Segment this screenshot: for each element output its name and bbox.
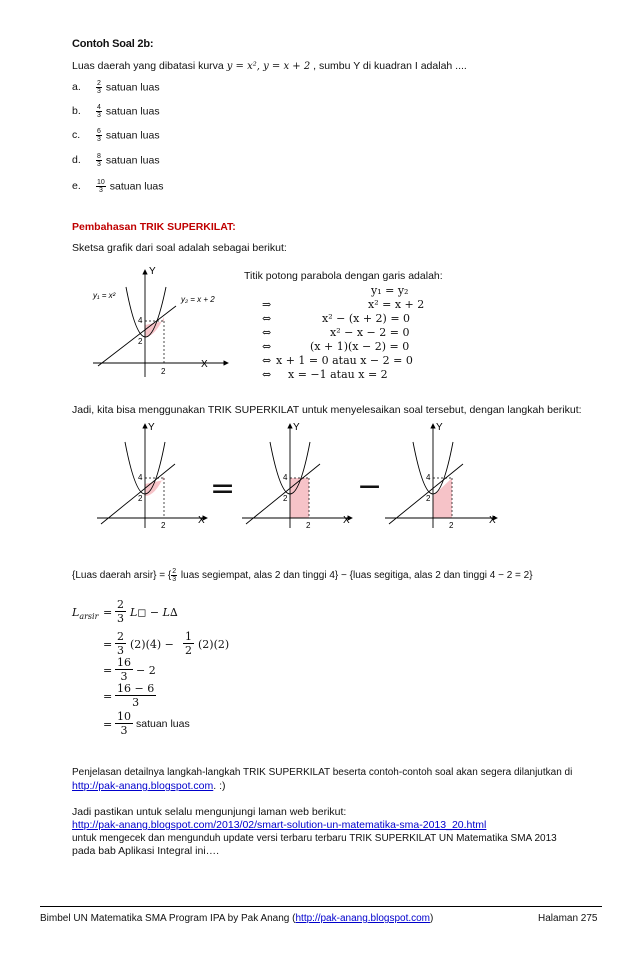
fraction-denominator: 3 xyxy=(97,136,101,143)
fraction-numerator: 10 xyxy=(97,179,105,186)
step-expr: y₁ = y₂ xyxy=(371,284,409,297)
fraction-denominator: 3 xyxy=(98,187,103,194)
luas-description xyxy=(72,568,533,583)
footer-close: ) xyxy=(430,913,434,924)
option-text: satuan luas xyxy=(105,105,160,118)
sketch-text: Sketsa grafik dari soal adalah sebagai berikut: xyxy=(72,242,287,254)
luas-part2: luas segiempat, alas 2 dan tinggi 4} − {luas segitiga, alas 2 dan tinggi 4 − 2 = 2} xyxy=(178,570,533,582)
tick-2x: 2 xyxy=(449,521,454,530)
closing-link1-after: . :) xyxy=(213,780,226,792)
curve1-label: y₁ = x² xyxy=(93,291,116,300)
step-symbol: ⇔ xyxy=(262,326,272,339)
closing-line3: untuk mengecek dan mengunduh update versi terbaru terbaru TRIK SUPERKILAT UN Matematika SMA 2013 xyxy=(72,833,557,844)
graph-rectangle-area xyxy=(240,420,360,530)
fraction-numerator: 16 xyxy=(117,656,131,669)
calc-row4-fraction xyxy=(115,682,156,709)
option-d xyxy=(72,153,160,168)
option-text: satuan luas xyxy=(109,180,164,193)
step-expr: x² − x − 2 = 0 xyxy=(330,326,410,339)
calc-row5-fraction xyxy=(115,710,133,737)
calc-row5-after: satuan luas xyxy=(136,718,190,730)
option-text: satuan luas xyxy=(105,129,160,142)
luas-part1: {Luas daerah arsir} = { xyxy=(72,570,172,582)
calc-row3-after: − 2 xyxy=(136,664,156,677)
step-expr: x² = x + 2 xyxy=(368,298,425,311)
closing-line2: Jadi pastikan untuk selalu mengunjungi laman web berikut: xyxy=(72,806,347,818)
y-axis-label: Y xyxy=(436,422,443,433)
tick-4: 4 xyxy=(283,473,288,482)
question-math: y = x², y = x + 2 xyxy=(226,61,311,72)
fraction-numerator: 2 xyxy=(117,630,124,643)
option-e xyxy=(72,179,164,194)
footer-page-number: Halaman 275 xyxy=(538,913,598,924)
step-expr: x + 1 = 0 atau x − 2 = 0 xyxy=(276,354,413,367)
option-fraction xyxy=(96,128,102,143)
option-c xyxy=(72,128,160,143)
y-axis-label: Y xyxy=(148,422,155,433)
fraction-numerator: 2 xyxy=(117,598,124,611)
option-fraction xyxy=(96,179,106,194)
x-axis-label: X xyxy=(198,515,205,526)
calc-row2-mid: (2)(4) − xyxy=(130,638,174,651)
step-expr: x = −1 atau x = 2 xyxy=(288,368,388,381)
closing-link1-line xyxy=(72,780,226,793)
tick-2x: 2 xyxy=(161,521,166,530)
option-b xyxy=(72,104,160,119)
question-text xyxy=(72,60,467,73)
shaded-region xyxy=(433,478,452,518)
fraction-numerator: 16 − 6 xyxy=(117,682,155,695)
step-expr: x² − (x + 2) = 0 xyxy=(322,312,411,325)
calc-lhs-symbol: L xyxy=(72,606,80,619)
tick-2x: 2 xyxy=(306,521,311,530)
option-fraction xyxy=(96,153,102,168)
fraction-numerator: 6 xyxy=(97,128,101,135)
calc-eq-1: = xyxy=(103,606,113,619)
shaded-region xyxy=(290,478,309,518)
step-symbol: ⇔ xyxy=(262,312,272,325)
option-text: satuan luas xyxy=(105,81,160,94)
footer-link[interactable]: http://pak-anang.blogspot.com xyxy=(295,913,431,924)
x-axis-label: X xyxy=(201,359,208,370)
calc-row1-fraction xyxy=(115,598,126,625)
fraction-denominator: 3 xyxy=(97,112,101,119)
fraction-denominator: 3 xyxy=(117,612,124,625)
x-axis-label: X xyxy=(489,515,496,526)
calc-lhs-subscript: arsir xyxy=(79,612,99,622)
equals-operator: = xyxy=(210,471,236,506)
curve2-label: y₂ = x + 2 xyxy=(181,295,215,304)
main-graph xyxy=(88,262,238,380)
fraction-numerator: 2 xyxy=(97,80,101,87)
fraction-numerator: 4 xyxy=(97,104,101,111)
question-text-after: , sumbu Y di kuadran I adalah .... xyxy=(310,60,467,72)
step-symbol: ⇔ xyxy=(262,368,272,381)
calc-row2-after: (2)(2) xyxy=(198,638,230,651)
closing-line4: pada bab Aplikasi Integral ini…. xyxy=(72,845,220,857)
graph-triangle-area xyxy=(383,420,507,530)
tick-2x: 2 xyxy=(161,367,166,376)
calc-row2-fraction xyxy=(115,630,126,657)
fraction-denominator: 3 xyxy=(120,724,128,737)
x-axis-label: X xyxy=(343,515,350,526)
footer-left xyxy=(40,912,433,925)
step-symbol: ⇒ xyxy=(262,298,272,311)
closing-line1: Penjelasan detailnya langkah-langkah TRIK SUPERKILAT beserta contoh-contoh soal akan segera dilanjutkan di xyxy=(72,767,573,778)
solution-title: Pembahasan TRIK SUPERKILAT: xyxy=(72,221,236,233)
calc-row1-after: L◻ − L∆ xyxy=(130,606,178,619)
fraction-denominator: 3 xyxy=(97,161,101,168)
question-text-before: Luas daerah yang dibatasi kurva xyxy=(72,60,227,72)
fraction-denominator: 3 xyxy=(97,88,101,95)
calc-eq-3: = xyxy=(103,664,113,677)
graph-shaded-area xyxy=(95,420,215,530)
fraction-numerator: 8 xyxy=(97,153,101,160)
tick-2y: 2 xyxy=(426,494,431,503)
calc-eq-2: = xyxy=(103,638,113,651)
blog-link[interactable]: http://pak-anang.blogspot.com xyxy=(72,780,214,792)
option-letter: c. xyxy=(72,129,81,142)
calc-eq-5: = xyxy=(103,718,113,731)
option-letter: a. xyxy=(72,81,81,94)
option-letter: b. xyxy=(72,105,81,118)
option-fraction xyxy=(96,104,102,119)
y-axis-label: Y xyxy=(149,266,156,277)
minus-operator: − xyxy=(357,469,383,504)
calc-row3-fraction xyxy=(115,656,133,683)
fraction-denominator: 2 xyxy=(185,644,192,657)
option-fraction xyxy=(96,80,102,95)
article-link[interactable]: http://pak-anang.blogspot.com/2013/02/smart-solution-un-matematika-sma-2013_20.html xyxy=(72,819,487,831)
intersection-title: Titik potong parabola dengan garis adalah: xyxy=(244,270,443,282)
fraction-denominator: 3 xyxy=(120,670,128,683)
option-letter: d. xyxy=(72,154,81,167)
footer-text: Bimbel UN Matematika SMA Program IPA by Pak Anang ( xyxy=(40,913,296,924)
tick-2y: 2 xyxy=(283,494,288,503)
fraction-denominator: 3 xyxy=(117,644,124,657)
tick-4: 4 xyxy=(426,473,431,482)
tick-4: 4 xyxy=(138,316,143,325)
fraction-denominator: 3 xyxy=(132,696,140,709)
footer-divider xyxy=(40,906,602,907)
tick-4: 4 xyxy=(138,473,143,482)
example-title: Contoh Soal 2b: xyxy=(72,38,154,50)
fraction-denominator: 3 xyxy=(172,576,177,583)
method-text: Jadi, kita bisa menggunakan TRIK SUPERKILAT untuk menyelesaikan soal tersebut, dengan langkah berikut: xyxy=(72,404,582,416)
luas-fraction xyxy=(171,568,177,583)
step-symbol: ⇔ xyxy=(262,354,272,367)
tick-2y: 2 xyxy=(138,337,143,346)
step-symbol: ⇔ xyxy=(262,340,272,353)
option-a xyxy=(72,80,160,95)
fraction-numerator: 2 xyxy=(172,568,177,575)
fraction-numerator: 1 xyxy=(185,630,192,643)
step-expr: (x + 1)(x − 2) = 0 xyxy=(310,340,410,353)
calc-row2-fraction2 xyxy=(183,630,194,657)
tick-2y: 2 xyxy=(138,494,143,503)
fraction-numerator: 10 xyxy=(117,710,131,723)
calc-lhs xyxy=(72,606,98,621)
calc-eq-4: = xyxy=(103,690,113,703)
option-letter: e. xyxy=(72,180,81,193)
option-text: satuan luas xyxy=(105,154,160,167)
y-axis-label: Y xyxy=(293,422,300,433)
